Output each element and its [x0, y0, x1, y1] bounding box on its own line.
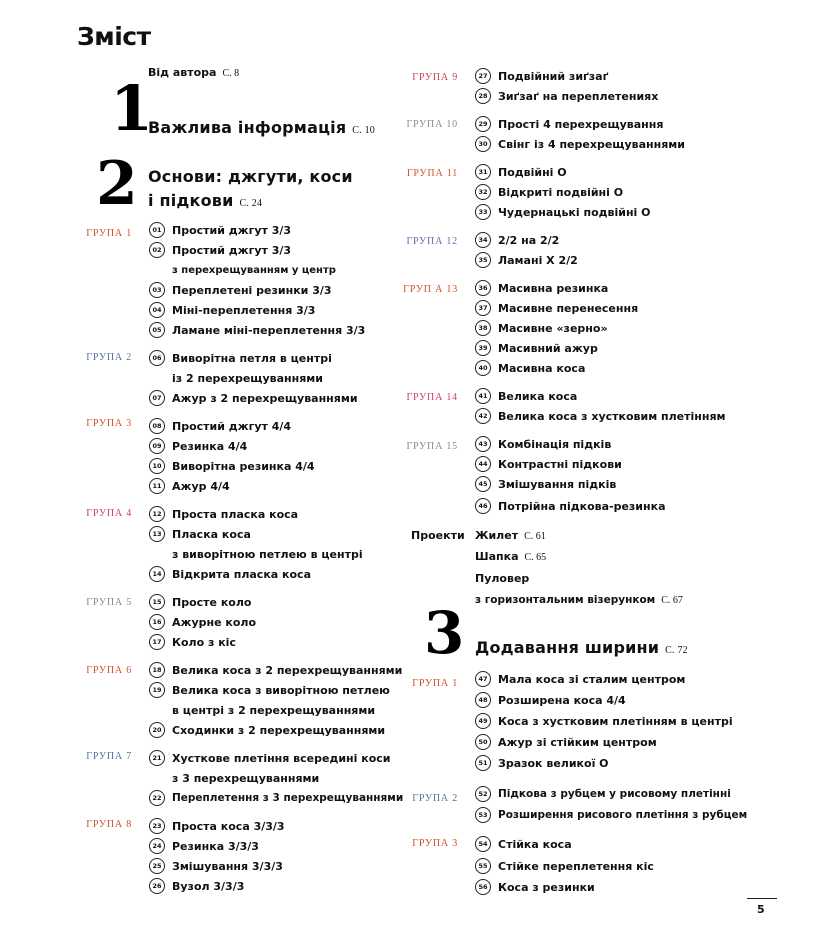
- entry-label: Велика коса з 2 перехрещуваннями: [172, 663, 403, 677]
- number-badge: 15: [149, 594, 165, 610]
- chapter-number-3: 3: [424, 599, 465, 667]
- entry-label: Хусткове плетіння всередині коси: [172, 751, 391, 765]
- entry-label: Резинка 3/3/3: [172, 839, 259, 853]
- entry-label: Простий джгут 4/4: [172, 419, 292, 433]
- projects-label: Проекти: [411, 529, 465, 542]
- group-label-5: ГРУПА 5: [86, 597, 132, 608]
- group-label-9: ГРУПА 9: [412, 72, 458, 83]
- number-badge: 50: [475, 734, 491, 750]
- entry-label: Ажур 4/4: [172, 479, 230, 493]
- group-label-15: ГРУПА 15: [406, 441, 458, 452]
- page-ref: С. 72: [665, 645, 688, 656]
- toc-entry[interactable]: [149, 321, 365, 339]
- number-badge: 09: [149, 438, 165, 454]
- number-badge: 30: [475, 136, 491, 152]
- toc-chapter-1[interactable]: [148, 118, 375, 137]
- number-badge: 11: [149, 478, 165, 494]
- toc-entry[interactable]: [149, 749, 391, 767]
- group-label-3: ГРУПА 3: [86, 418, 132, 429]
- entry-label: Масивна резинка: [498, 281, 609, 295]
- entry-label: Коса з резинки: [498, 880, 595, 894]
- number-badge: 04: [149, 302, 165, 318]
- group-label-7: ГРУПА 7: [86, 751, 132, 762]
- toc-entry[interactable]: [475, 407, 726, 425]
- group-label-8: ГРУПА 8: [86, 819, 132, 830]
- entry-label: Виворітна резинка 4/4: [172, 459, 315, 473]
- entry-label: Простий джгут 3/3: [172, 223, 292, 237]
- toc-entry[interactable]: [475, 339, 598, 357]
- entry-continuation: з перехрещуванням у центр: [172, 264, 336, 276]
- entry-label: Ламані Х 2/2: [498, 253, 578, 267]
- toc-entry[interactable]: [475, 733, 657, 751]
- entry-label: Переплетені резинки 3/3: [172, 283, 332, 297]
- toc-entry[interactable]: [149, 241, 291, 259]
- toc-entry[interactable]: [149, 505, 298, 523]
- number-badge: 06: [149, 350, 165, 366]
- number-badge: 56: [475, 879, 491, 895]
- number-badge: 10: [149, 458, 165, 474]
- number-badge: 28: [475, 88, 491, 104]
- number-badge: 55: [475, 858, 491, 874]
- toc-entry[interactable]: [475, 455, 622, 473]
- number-badge: 41: [475, 388, 491, 404]
- group-label-4: ГРУПА 4: [86, 508, 132, 519]
- toc-entry[interactable]: [149, 349, 332, 367]
- group-label-12: ГРУПА 12: [406, 236, 458, 247]
- toc-entry[interactable]: [149, 389, 358, 407]
- number-badge: 07: [149, 390, 165, 406]
- number-badge: 01: [149, 222, 165, 238]
- number-badge: 45: [475, 476, 491, 492]
- number-badge: 47: [475, 671, 491, 687]
- toc-project-pullover-cont[interactable]: [475, 594, 683, 606]
- entry-label: Резинка 4/4: [172, 439, 248, 453]
- entry-continuation: з 3 перехрещуваннями: [172, 771, 320, 785]
- number-badge: 38: [475, 320, 491, 336]
- toc-link-author[interactable]: [148, 66, 239, 79]
- toc-entry[interactable]: [475, 115, 663, 133]
- toc-entry[interactable]: [475, 835, 572, 853]
- number-badge: 31: [475, 164, 491, 180]
- entry-label: Ламане міні-переплетення 3/3: [172, 323, 366, 337]
- toc-entry[interactable]: [149, 281, 332, 299]
- number-badge: 52: [475, 786, 491, 802]
- entry-label: Ажур з 2 перехрещуваннями: [172, 391, 358, 405]
- entry-label: Ажур зі стійким центром: [498, 735, 657, 749]
- toc-chapter-2-line2[interactable]: [148, 191, 262, 210]
- entry-label: Чудернацькі подвійні О: [498, 205, 651, 219]
- entry-label: Проста пласка коса: [172, 507, 299, 521]
- toc-chapter-2-line1[interactable]: Основи: джгути, коси: [148, 167, 353, 186]
- toc-entry[interactable]: [475, 806, 747, 824]
- page-ref: С. 8: [222, 68, 240, 79]
- toc-entry[interactable]: [149, 661, 402, 679]
- toc-entry[interactable]: [149, 525, 251, 543]
- number-badge: 33: [475, 204, 491, 220]
- number-badge: 23: [149, 818, 165, 834]
- entry-label: Переплетення з 3 перехрещуваннями: [172, 792, 404, 804]
- page-ref: С. 10: [352, 125, 375, 136]
- number-badge: 34: [475, 232, 491, 248]
- entry-label: Від автора: [148, 66, 217, 79]
- entry-label: Коса з хустковим плетінням в центрі: [498, 714, 733, 728]
- entry-label: Змішування підків: [498, 477, 617, 491]
- entry-label: Велика коса: [498, 389, 578, 403]
- number-badge: 39: [475, 340, 491, 356]
- page-ref: С. 65: [524, 552, 547, 563]
- entry-label: Прості 4 перехрещування: [498, 117, 664, 131]
- number-badge: 32: [475, 184, 491, 200]
- toc-entry[interactable]: [149, 221, 291, 239]
- entry-label: Коло з кіс: [172, 635, 236, 649]
- toc-entry[interactable]: [475, 319, 608, 337]
- entry-label: Подвійний зиґзаґ: [498, 69, 609, 83]
- group-label-c3-3: ГРУПА 3: [412, 838, 458, 849]
- entry-label: Свінг із 4 перехрещуваннями: [498, 137, 685, 151]
- number-badge: 08: [149, 418, 165, 434]
- entry-label: Жилет: [475, 529, 519, 542]
- toc-entry[interactable]: [475, 435, 611, 453]
- toc-project-hat[interactable]: [475, 550, 546, 563]
- entry-label: Стійка коса: [498, 837, 572, 851]
- entry-label: Підкова з рубцем у рисовому плетінні: [498, 788, 731, 800]
- group-label-10: ГРУПА 10: [406, 119, 458, 130]
- entry-label: Велика коса з виворітною петлею: [172, 683, 390, 697]
- number-badge: 49: [475, 713, 491, 729]
- number-badge: 02: [149, 242, 165, 258]
- number-badge: 24: [149, 838, 165, 854]
- entry-label: Виворітна петля в центрі: [172, 351, 332, 365]
- toc-entry[interactable]: [475, 87, 658, 105]
- toc-entry[interactable]: [149, 721, 385, 739]
- toc-chapter-3[interactable]: [475, 638, 688, 657]
- entry-label: 2/2 на 2/2: [498, 233, 560, 247]
- number-badge: 46: [475, 498, 491, 514]
- group-label-6: ГРУПА 6: [86, 665, 132, 676]
- chapter-number-2: 2: [96, 149, 138, 219]
- toc-entry[interactable]: [475, 359, 585, 377]
- number-badge: 37: [475, 300, 491, 316]
- toc-entry[interactable]: [475, 163, 567, 181]
- number-badge: 44: [475, 456, 491, 472]
- entry-label: Змішування 3/3/3: [172, 859, 283, 873]
- group-label-c3-2: ГРУПА 2: [412, 793, 458, 804]
- toc-entry[interactable]: [475, 670, 685, 688]
- page-title: Зміст: [77, 22, 151, 51]
- entry-label: Простий джгут 3/3: [172, 243, 292, 257]
- toc-entry[interactable]: [149, 681, 390, 699]
- entry-label: Вузол 3/3/3: [172, 879, 245, 893]
- toc-entry[interactable]: [149, 613, 256, 631]
- entry-label: Сходинки з 2 перехрещуваннями: [172, 723, 386, 737]
- entry-label: Масивний ажур: [498, 341, 598, 355]
- group-label-1: ГРУПА 1: [86, 228, 132, 239]
- toc-entry[interactable]: [475, 754, 609, 772]
- number-badge: 19: [149, 682, 165, 698]
- toc-entry[interactable]: [149, 593, 251, 611]
- number-badge: 25: [149, 858, 165, 874]
- footer-rule: [747, 898, 777, 899]
- number-badge: 22: [149, 790, 165, 806]
- toc-entry[interactable]: [475, 475, 616, 493]
- toc-entry[interactable]: [475, 691, 626, 709]
- entry-label: Зиґзаґ на переплетениях: [498, 89, 659, 103]
- number-badge: 20: [149, 722, 165, 738]
- toc-entry[interactable]: [475, 203, 651, 221]
- number-badge: 27: [475, 68, 491, 84]
- toc-entry[interactable]: [149, 457, 315, 475]
- page-ref: С. 24: [239, 198, 263, 209]
- toc-entry[interactable]: [149, 877, 244, 895]
- entry-label: Масивне перенесення: [498, 301, 639, 315]
- number-badge: 42: [475, 408, 491, 424]
- entry-label: Масивне «зерно»: [498, 321, 608, 335]
- toc-entry[interactable]: [475, 497, 666, 515]
- entry-label: Масивна коса: [498, 361, 586, 375]
- number-badge: 48: [475, 692, 491, 708]
- chapter-title: і підкови: [148, 191, 234, 210]
- entry-label: Розширена коса 4/4: [498, 693, 626, 707]
- toc-entry[interactable]: [149, 301, 315, 319]
- group-label-2: ГРУПА 2: [86, 352, 132, 363]
- entry-label: Подвійні О: [498, 165, 567, 179]
- entry-label: Стійке переплетення кіс: [498, 859, 654, 873]
- number-badge: 17: [149, 634, 165, 650]
- toc-entry[interactable]: [475, 279, 608, 297]
- number-badge: 26: [149, 878, 165, 894]
- entry-label: Просте коло: [172, 595, 252, 609]
- page-ref: С. 67: [661, 595, 683, 606]
- number-badge: 16: [149, 614, 165, 630]
- number-badge: 05: [149, 322, 165, 338]
- toc-project-vest[interactable]: [475, 529, 546, 542]
- number-badge: 29: [475, 116, 491, 132]
- entry-label: Міні-переплетення 3/3: [172, 303, 316, 317]
- entry-label: Пласка коса: [172, 527, 251, 541]
- toc-entry[interactable]: [475, 299, 638, 317]
- entry-label: Контрастні підкови: [498, 457, 622, 471]
- number-badge: 13: [149, 526, 165, 542]
- page-number: 5: [757, 903, 765, 916]
- number-badge: 53: [475, 807, 491, 823]
- entry-continuation: з виворітною петлею в центрі: [172, 547, 363, 561]
- toc-entry[interactable]: [149, 789, 403, 807]
- toc-entry[interactable]: [149, 565, 311, 583]
- toc-entry[interactable]: [475, 785, 731, 803]
- toc-entry[interactable]: [475, 251, 578, 269]
- number-badge: 54: [475, 836, 491, 852]
- toc-entry[interactable]: [475, 712, 733, 730]
- chapter-title: Додавання ширини: [475, 638, 660, 657]
- entry-label: Комбінація підків: [498, 437, 612, 451]
- number-badge: 18: [149, 662, 165, 678]
- toc-entry[interactable]: [475, 183, 623, 201]
- entry-label: Мала коса зі сталим центром: [498, 672, 686, 686]
- toc-entry[interactable]: [149, 417, 291, 435]
- entry-label: Потрійна підкова-резинка: [498, 499, 666, 513]
- toc-entry[interactable]: [475, 231, 559, 249]
- number-badge: 40: [475, 360, 491, 376]
- toc-entry[interactable]: [475, 387, 577, 405]
- toc-entry[interactable]: [475, 135, 685, 153]
- number-badge: 14: [149, 566, 165, 582]
- number-badge: 21: [149, 750, 165, 766]
- number-badge: 12: [149, 506, 165, 522]
- toc-entry[interactable]: [149, 477, 230, 495]
- toc-project-pullover[interactable]: [475, 572, 529, 585]
- entry-label: Велика коса з хустковим плетінням: [498, 409, 726, 423]
- number-badge: 51: [475, 755, 491, 771]
- group-label-c3-1: ГРУПА 1: [412, 678, 458, 689]
- number-badge: 35: [475, 252, 491, 268]
- toc-entry[interactable]: [149, 857, 283, 875]
- toc-entry[interactable]: [475, 857, 654, 875]
- toc-entry[interactable]: [149, 633, 236, 651]
- entry-label: Ажурне коло: [172, 615, 257, 629]
- number-badge: 03: [149, 282, 165, 298]
- toc-entry[interactable]: [475, 878, 595, 896]
- number-badge: 43: [475, 436, 491, 452]
- toc-entry[interactable]: [475, 67, 608, 85]
- group-label-14: ГРУПА 14: [406, 392, 458, 403]
- toc-entry[interactable]: [149, 817, 285, 835]
- entry-label: Розширення рисового плетіння з рубцем: [498, 809, 748, 821]
- chapter-title: Важлива інформація: [148, 118, 347, 137]
- entry-label: з горизонтальним візерунком: [475, 594, 656, 606]
- toc-entry[interactable]: [149, 437, 247, 455]
- chapter-number-1: 1: [110, 72, 154, 145]
- number-badge: 36: [475, 280, 491, 296]
- entry-continuation: в центрі з 2 перехрещуваннями: [172, 703, 376, 717]
- entry-continuation: із 2 перехрещуваннями: [172, 371, 323, 385]
- page-ref: С. 61: [524, 531, 546, 542]
- entry-label: Відкриті подвійні О: [498, 185, 624, 199]
- entry-label: Відкрита пласка коса: [172, 567, 311, 581]
- toc-entry[interactable]: [149, 837, 259, 855]
- entry-label: Зразок великої О: [498, 756, 609, 770]
- entry-label: Шапка: [475, 550, 519, 563]
- entry-label: Пуловер: [475, 572, 530, 585]
- group-label-13: ГРУП А 13: [403, 284, 458, 295]
- entry-label: Проста коса 3/3/3: [172, 819, 285, 833]
- group-label-11: ГРУПА 11: [406, 168, 458, 179]
